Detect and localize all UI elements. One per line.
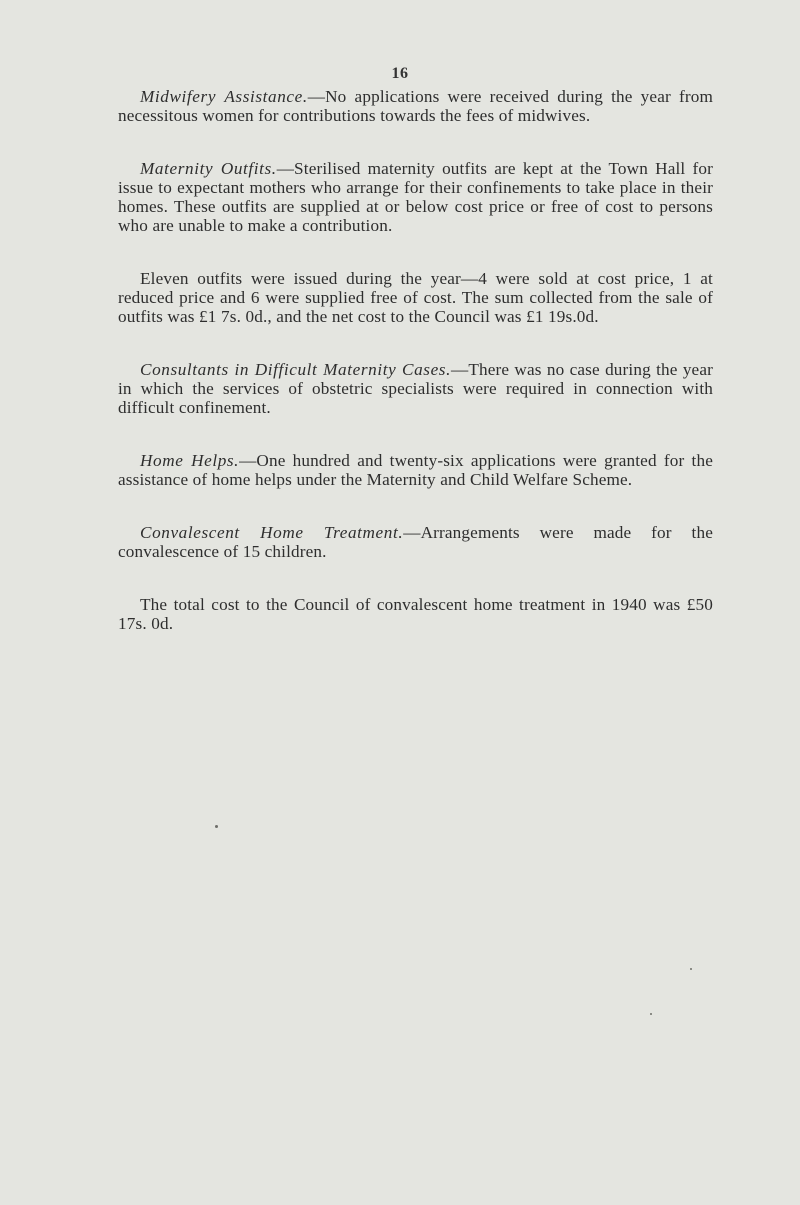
paragraph-text: Eleven outfits were issued during the year—4 were sold at cost price, 1 at reduced price and 6 were supplied free of cost. The sum collected from the sale of outfits was £1 7s. 0d., and the net cost to the Council was £1 19s.0d. (118, 269, 713, 326)
paragraph-heading: Consultants in Difficult Maternity Cases. (140, 360, 451, 379)
paragraph-text: —There was no case during the year in which the services of obstetric specialists were required in connection with difficult confinement. (118, 360, 713, 417)
paragraph-home-helps (118, 451, 713, 489)
paragraph-text: —Arrangements were made for the convalescence of 15 children. (118, 523, 713, 561)
page-number: 16 (391, 65, 409, 82)
paper-speck (650, 1013, 652, 1015)
paragraph-outfits-issued (118, 269, 713, 326)
paragraph-heading: Maternity Outfits. (140, 159, 277, 178)
paragraph-text: —One hundred and twenty-six applications were granted for the assistance of home helps under the Maternity and Child Welfare Scheme. (118, 451, 713, 489)
paragraph-text: The total cost to the Council of convalescent home treatment in 1940 was £50 17s. 0d. (118, 595, 713, 633)
paragraph-convalescent-home-treatment (118, 523, 713, 561)
paragraph-heading: Midwifery Assistance. (140, 87, 308, 106)
paragraph-total-cost (118, 595, 713, 633)
paragraph-text: —Sterilised maternity outfits are kept at the Town Hall for issue to expectant mothers who arrange for their confinements to take place in their homes. These outfits are supplied at or below cost price or free of cost to persons who are unable to make a contribution. (118, 159, 713, 235)
document-body (118, 87, 713, 667)
paragraph-midwifery-assistance (118, 87, 713, 125)
paragraph-maternity-outfits (118, 159, 713, 235)
paper-speck (690, 968, 692, 970)
paragraph-heading: Home Helps. (140, 451, 240, 470)
paragraph-consultants (118, 360, 713, 417)
paper-speck (215, 825, 218, 828)
paragraph-heading: Convalescent Home Treatment. (140, 523, 404, 542)
paragraph-text: —No applications were received during the year from necessitous women for contributions towards the fees of midwives. (118, 87, 714, 125)
